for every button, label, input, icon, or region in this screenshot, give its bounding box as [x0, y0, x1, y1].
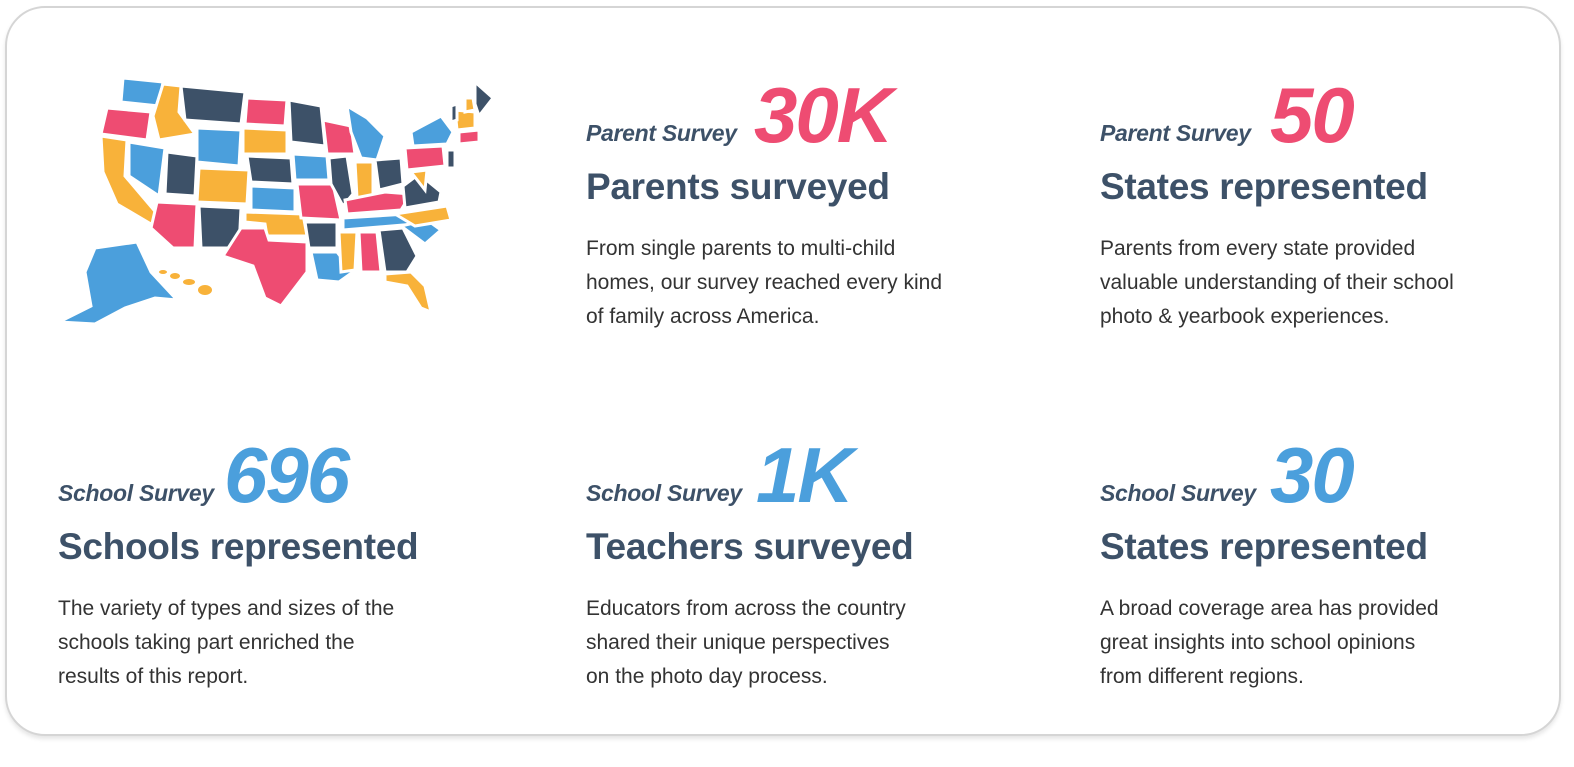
survey-tag: Parent Survey [1100, 120, 1251, 146]
stat-header [586, 431, 1056, 521]
big-number: 30K [754, 71, 892, 159]
stat-header [1100, 71, 1570, 161]
stat-header [1100, 431, 1570, 521]
stats-card [5, 6, 1561, 736]
stat-description: Educators from across the country shared their unique perspectives on the photo day process. [586, 597, 906, 688]
stat-header [586, 71, 1056, 161]
stat-title: Schools represented [58, 526, 419, 567]
survey-tag: School Survey [586, 480, 742, 506]
survey-tag: School Survey [58, 480, 214, 506]
big-number: 696 [224, 431, 349, 519]
stat-title: Parents surveyed [586, 166, 890, 207]
stat-header [58, 431, 528, 521]
stat-description: A broad coverage area has provided great insights into school opinions from different regions. [1100, 597, 1439, 688]
big-number: 50 [1270, 71, 1353, 159]
stat-description: Parents from every state provided valuable understanding of their school photo & yearbook experiences. [1100, 237, 1454, 328]
big-number: 1K [756, 431, 852, 519]
us-states-map-icon [55, 76, 500, 326]
stat-title: States represented [1100, 166, 1428, 207]
survey-tag: School Survey [1100, 480, 1256, 506]
survey-tag: Parent Survey [586, 120, 737, 146]
stat-description: The variety of types and sizes of the schools taking part enriched the results of this report. [58, 597, 395, 688]
stat-description: From single parents to multi-child homes, our survey reached every kind of family across America. [586, 237, 943, 328]
stat-title: Teachers surveyed [586, 526, 914, 567]
stat-title: States represented [1100, 526, 1428, 567]
big-number: 30 [1270, 431, 1353, 519]
